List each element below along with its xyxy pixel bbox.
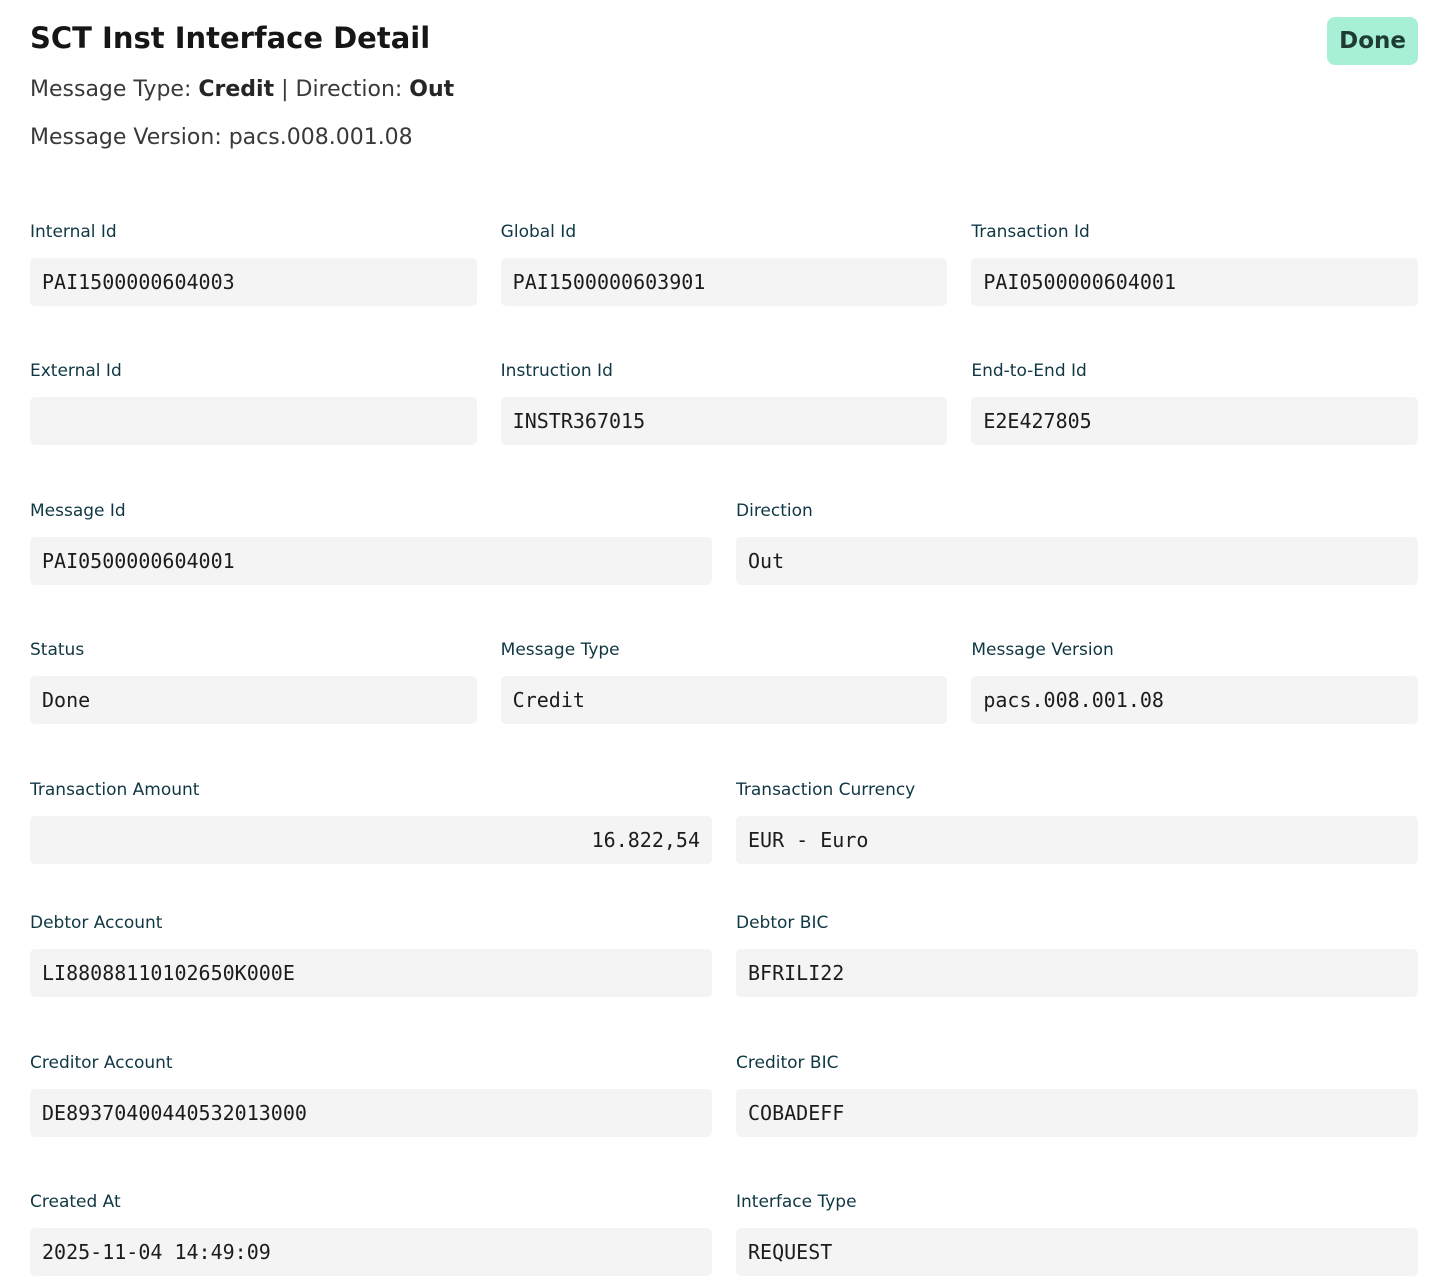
creditor-account-input[interactable]: DE89370400440532013000 (30, 1089, 712, 1137)
field-row (30, 221, 1418, 306)
field-label: Transaction Id (971, 222, 1090, 242)
debtor-bic-field (736, 912, 1418, 997)
field-label: Instruction Id (500, 361, 613, 381)
creditor-account-field (30, 1052, 712, 1137)
direction-field (736, 500, 1418, 585)
direction-value: Out (409, 77, 455, 102)
summary-separator: | (274, 77, 296, 102)
field-label: Transaction Currency (736, 780, 916, 800)
interface-type-field (736, 1191, 1418, 1276)
status-field (30, 639, 477, 724)
field-label: Creditor BIC (736, 1053, 839, 1073)
debtor-account-field (30, 912, 712, 997)
direction-label: Direction: (295, 77, 410, 102)
created-at-input[interactable]: 2025-11-04 14:49:09 (30, 1228, 712, 1276)
field-row (30, 500, 1418, 585)
field-label: Transaction Amount (30, 780, 200, 800)
transaction-currency-field (736, 779, 1418, 864)
message-type-input[interactable]: Credit (501, 676, 948, 724)
field-label: Message Type (500, 640, 620, 660)
created-at-field (30, 1191, 712, 1276)
field-label: Created At (30, 1192, 121, 1212)
field-row (30, 912, 1418, 997)
creditor-bic-field (736, 1052, 1418, 1137)
field-row (30, 360, 1418, 445)
field-label: Direction (736, 501, 813, 521)
field-label: Debtor BIC (736, 913, 829, 933)
external-id-field (30, 360, 477, 445)
direction-input[interactable]: Out (736, 537, 1418, 585)
field-label: Creditor Account (30, 1053, 173, 1073)
field-row (30, 1191, 1418, 1276)
transaction-currency-input[interactable]: EUR - Euro (736, 816, 1418, 864)
field-label: Interface Type (736, 1192, 857, 1212)
field-row (30, 1052, 1418, 1137)
message-id-field (30, 500, 712, 585)
field-row (30, 779, 1418, 864)
internal-id-input[interactable]: PAI1500000604003 (30, 258, 477, 306)
field-label: Internal Id (30, 222, 117, 242)
field-label: External Id (30, 361, 122, 381)
field-label: Status (30, 640, 85, 660)
message-version-input[interactable]: pacs.008.001.08 (971, 676, 1418, 724)
external-id-input[interactable] (30, 397, 477, 445)
message-summary (30, 74, 454, 106)
debtor-account-input[interactable]: LI88088110102650K000E (30, 949, 712, 997)
page-title: SCT Inst Interface Detail (30, 21, 431, 55)
instruction-id-input[interactable]: INSTR367015 (501, 397, 948, 445)
end-to-end-id-field (971, 360, 1418, 445)
message-type-value: Credit (198, 77, 275, 102)
message-type-field (501, 639, 948, 724)
internal-id-field (30, 221, 477, 306)
transaction-amount-field (30, 779, 712, 864)
transaction-id-field (971, 221, 1418, 306)
field-label: Debtor Account (30, 913, 163, 933)
transaction-amount-input[interactable]: 16.822,54 (30, 816, 712, 864)
transaction-id-input[interactable]: PAI0500000604001 (971, 258, 1418, 306)
debtor-bic-input[interactable]: BFRILI22 (736, 949, 1418, 997)
field-label: Message Id (30, 501, 126, 521)
status-input[interactable]: Done (30, 676, 477, 724)
creditor-bic-input[interactable]: COBADEFF (736, 1089, 1418, 1137)
message-id-input[interactable]: PAI0500000604001 (30, 537, 712, 585)
instruction-id-field (501, 360, 948, 445)
field-row (30, 639, 1418, 724)
field-label: End-to-End Id (971, 361, 1087, 381)
status-badge: Done (1327, 17, 1418, 65)
message-version-summary: Message Version: pacs.008.001.08 (30, 125, 413, 150)
message-version-field (971, 639, 1418, 724)
end-to-end-id-input[interactable]: E2E427805 (971, 397, 1418, 445)
field-label: Global Id (500, 222, 577, 242)
message-type-label: Message Type: (30, 77, 199, 102)
global-id-input[interactable]: PAI1500000603901 (501, 258, 948, 306)
interface-type-input[interactable]: REQUEST (736, 1228, 1418, 1276)
field-label: Message Version (971, 640, 1114, 660)
global-id-field (501, 221, 948, 306)
